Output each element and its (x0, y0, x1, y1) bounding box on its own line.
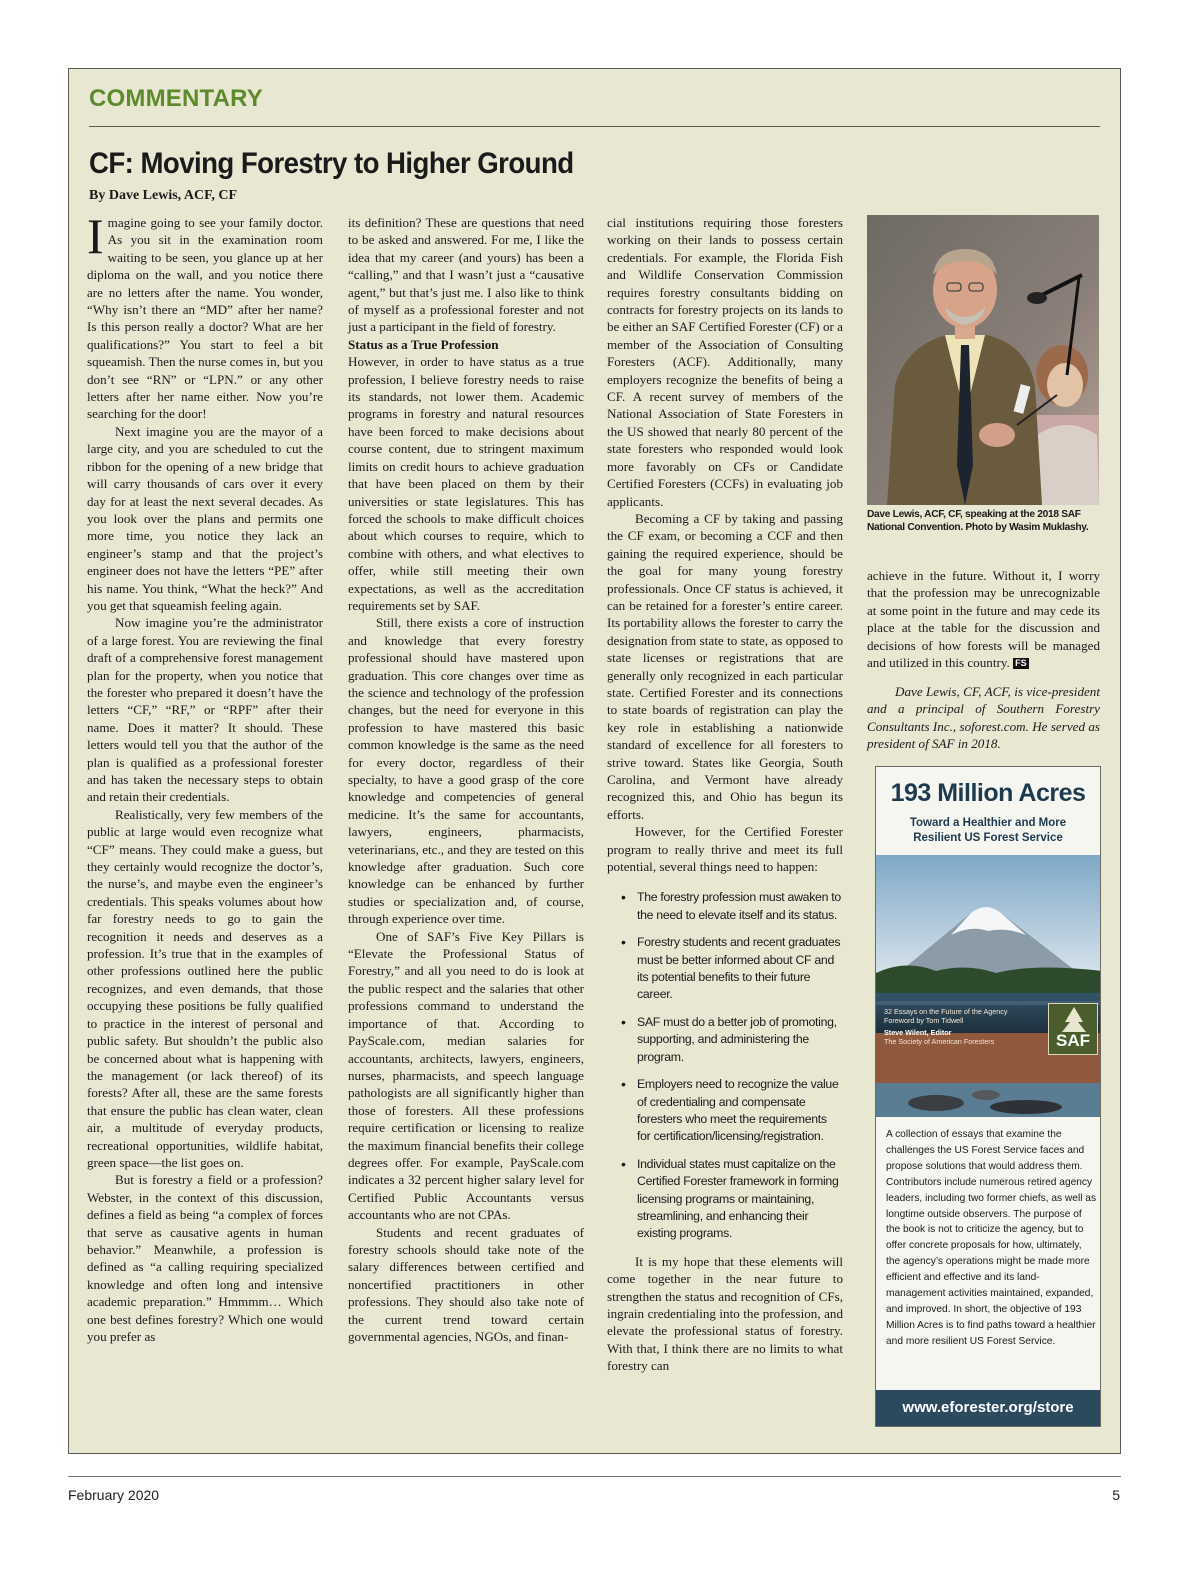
article-paragraph: achieve in the future. Without it, I worry that the profession may be unrecognizable at some point in the future and may cede its place at the table for the discussion and decisions of how forests will be managed and utilized in this country. (867, 568, 1100, 671)
article-paragraph: One of SAF’s Five Key Pillars is “Elevate the Professional Status of Forestry,” and all you need to do is look at the public respect and the salaries that other professions command to understand the importance of that. According to PayScale.com, median salaries for accountants, architects, lawyers, engineers, nurses, pharmacists, and speech language pathologists are all significantly higher than those of foresters. All these professions require certification or licensing to realize the maximum financial benefits their college degrees offer. For example, PayScale.com indicates a 32 percent higher salary level for Certified Public Accountants versus accountants who are not CPAs. (348, 928, 584, 1223)
tree-icon (1049, 1004, 1099, 1034)
footer-divider (68, 1476, 1121, 1477)
article-paragraph: Still, there exists a core of instruction and knowledge that every forestry professional should have mastered upon graduation. This core changes over time as the science and technology of the profession changes, but the need for everyone in this profession to have mastered this basic common knowledge is the same as the need for every doctor, regardless of their specialty, to have a good grasp of the core knowledge and competencies of general medicine. It’s the same for accountants, lawyers, engineers, pharmacists, veterinarians, etc., and they are tested on this knowledge after graduation. Such core knowledge can be enhanced by further studies or specialization and, of course, through experience over time. (348, 615, 584, 927)
article-paragraph: Realistically, very few members of the public at large would even recognize what “CF” means. They could make a guess, but they certainly would recognize the doctor’s, the nurse’s, and maybe even the engineer’s credentials. This speaks volumes about how far forestry needs to go to gain the recognition it needs and deserves as a profession. It’s true that in the examples of other professions outlined here the public recognizes, and even demands, that those occupying these positions be fully qualified to practice in the interest of personal and public safety. But shouldn’t the public also be concerned about what is happening with the management (or lack thereof) of its forests? After all, these are the same forests that ensure the public has clean water, clean air, a multitude of everyday products, recreational opportunities, wildlife habitat, green space—the list goes on. (87, 806, 323, 1170)
list-item: • SAF must do a better job of promoting, supporting, and administering the program. (607, 1014, 843, 1066)
store-link[interactable]: www.eforester.org/store (876, 1390, 1100, 1426)
list-item: • Individual states must capitalize on the Certified Forester framework in forming licensing programs or maintaining, streamlining, and enhancing their existing programs. (607, 1156, 843, 1243)
book-tagline: 32 Essays on the Future of the Agency Foreword by Tom Tidwell (884, 1007, 1008, 1025)
article-paragraph: Becoming a CF by taking and passing the CF exam, or becoming a CCF and then gaining the required experience, should be the goal for many young forestry professionals. Once CF status is achieved, it can be retained for a forester’s entire career. Its portability allows the forester to carry the designation from state to state, as opposed to state licenses or registrations that are generally only recognized in each particular state. Certified Forester and its connections to state boards of registration can play the key role in establishing a nationwide standard of excellence for all foresters to strive toward. States like Georgia, South Carolina, and Vermont have already recognized this, and Ohio has begun its efforts. (607, 510, 843, 822)
author-photo (867, 215, 1099, 505)
list-item: • The forestry profession must awaken to the need to elevate itself and its status. (607, 889, 843, 924)
section-subhead: Status as a True Profession (348, 336, 499, 352)
article-column-3 (607, 214, 843, 1375)
article-paragraph: Imagine going to see your family doctor. As you sit in the examination room waiting to be seen, you glance up at her diploma on the wall, and you notice there are no letters after the name. You wonder, “Why isn’t there an “MD” after her name? Is this person really a doctor? What are her qualifications?” You start to feel a bit squeamish. Then the nurse comes in, but you don’t see “RN” or “LPN.” or any other letters after her name either. Now you’re searching for the door! (87, 208, 323, 422)
article-column-1 (87, 208, 323, 1345)
requirements-list (607, 889, 843, 1242)
article-paragraph: Students and recent graduates of forestry schools should take note of the salary differences between certified and noncertified practitioners in other professions. They should also take note of the current trend toward certain governmental agencies, NGOs, and finan- (348, 1224, 584, 1344)
article-paragraph: However, in order to have status as a true profession, I believe forestry needs to raise its standards, not lower them. Academic programs in forestry and natural resources have been forced to make decisions about course content, due to stringent maximum limits on credit hours to achieve graduation that have been placed on them by their universities or state legislatures. This has forced the schools to make difficult choices about which courses to require, which to combine with others, and what electives to offer, while still meeting their own expectations, as well as the accreditation requirements set by SAF. (348, 354, 584, 613)
author-bio: Dave Lewis, CF, ACF, is vice-president and a principal of Southern Forestry Consultants Inc., soforest.com. He served as president of SAF in 2018. (867, 684, 1100, 752)
ad-title: 193 Million Acres (890, 779, 1086, 807)
book-cover-image (876, 855, 1101, 1117)
list-item: • Employers need to recognize the value of credentialing and compensate foresters who meet the requirements for certification/licensing/registration. (607, 1076, 843, 1146)
book-editor: Steve Wilent, Editor (884, 1028, 952, 1037)
article-headline: CF: Moving Forestry to Higher Ground (89, 147, 574, 180)
article-paragraph: cial institutions requiring those foresters working on their lands to possess certain credentials. For example, the Florida Fish and Wildlife Conservation Commission requires forestry consultants bidding on contracts for forestry projects on its lands to be either an SAF Certified Forester (CF) or a member of the Association of Consulting Foresters (ACF). Additionally, many employers recognize the benefits of being a CF. A recent survey of members of the National Association of State Foresters in the US showed that nearly 80 percent of the state foresters who responded would look more favorably on CFs or Candidate Certified Foresters (CCFs) in evaluating job applicants. (607, 215, 843, 509)
section-divider (89, 126, 1100, 127)
list-item: • Forestry students and recent graduates must be better informed about CF and its potential benefits to their future career. (607, 934, 843, 1004)
article-column-2 (348, 214, 584, 1345)
article-column-4 (867, 567, 1100, 671)
article-paragraph: Now imagine you’re the administrator of a large forest. You are reviewing the final draft of a comprehensive forest management plan for the property, when you notice that the forester who prepared it doesn’t have the letters “CF,” “RF,” or “RPF” after their name. Does it matter? It should. These letters would tell you that the author of the plan is qualified as a professional forester and has taken the necessary steps to obtain and retain their credentials. (87, 615, 323, 805)
article-paragraph: its definition? These are questions that need to be asked and answered. For me, I like the idea that my career (and yours) has been a “calling,” and that I wasn’t just a “causative agent,” but that’s just me. I also like to think of myself as a professional forester and not just a participant in the field of forestry. (348, 215, 584, 335)
article-byline: By Dave Lewis, ACF, CF (89, 188, 238, 203)
saf-logo-icon (1048, 1003, 1098, 1055)
photo-caption: Dave Lewis, ACF, CF, speaking at the 2018 SAF National Convention. Photo by Wasim Muklashy. (867, 509, 1089, 533)
speaker-photo-illustration (867, 215, 1099, 505)
book-publisher: The Society of American Foresters (884, 1037, 995, 1046)
article-paragraph: It is my hope that these elements will come together in the near future to strengthen the status and recognition of CFs, ingrain credentialing into the profession, and elevate the professional status of forestry. With that, I think there are no limits to what forestry can (607, 1253, 843, 1374)
end-mark-icon: FS (1015, 658, 1027, 669)
page-number: 5 (1112, 1487, 1120, 1503)
article-paragraph: Next imagine you are the mayor of a large city, and you are scheduled to cut the ribbon for the opening of a new bridge that will carry thousands of cars over it every day for at least the next several decades. As you look over the plans and permits one more time, you notice they lack an engineer’s stamp and that the project’s engineer does not have the letters “PE” after his name. You think, “What the heck?” And you get that squeamish feeling again. (87, 423, 323, 613)
drop-cap: I (87, 208, 104, 264)
ad-description: A collection of essays that examine the challenges the US Forest Service faces and propose solutions that would address them. Contributors include numerous retired agency leaders, including two former chiefs, as well as longtime outside observers. The purpose of the book is not to criticize the agency, but to offer concrete proposals for how, ultimately, the agency’s operations might be made more efficient and effective and its land-management activities maintained, expanded, and improved. In short, the objective of 193 Million Acres is to find paths toward a healthier and more resilient US Forest Service. (886, 1129, 1097, 1347)
ad-subtitle: Toward a Healthier and More Resilient US Forest Service (909, 817, 1067, 844)
article-paragraph: However, for the Certified Forester program to really thrive and meet its full potential, several things need to happen: (607, 824, 843, 875)
book-cover-text (884, 1007, 1034, 1046)
commentary-panel (68, 68, 1121, 1454)
section-label: COMMENTARY (89, 85, 263, 112)
article-paragraph: But is forestry a field or a profession? Webster, in the context of this discussion, defines a field as being “a complex of forces that serve as causative agents in human behavior.” Meanwhile, a profession is defined as “a calling requiring specialized knowledge and often long and intensive academic preparation.” Hmmmm… Which one best defines forestry? Which one would you prefer as (87, 1172, 323, 1344)
book-advertisement[interactable] (875, 766, 1101, 1427)
issue-date: February 2020 (68, 1487, 160, 1503)
saf-logo-text: SAF (1056, 1031, 1090, 1050)
